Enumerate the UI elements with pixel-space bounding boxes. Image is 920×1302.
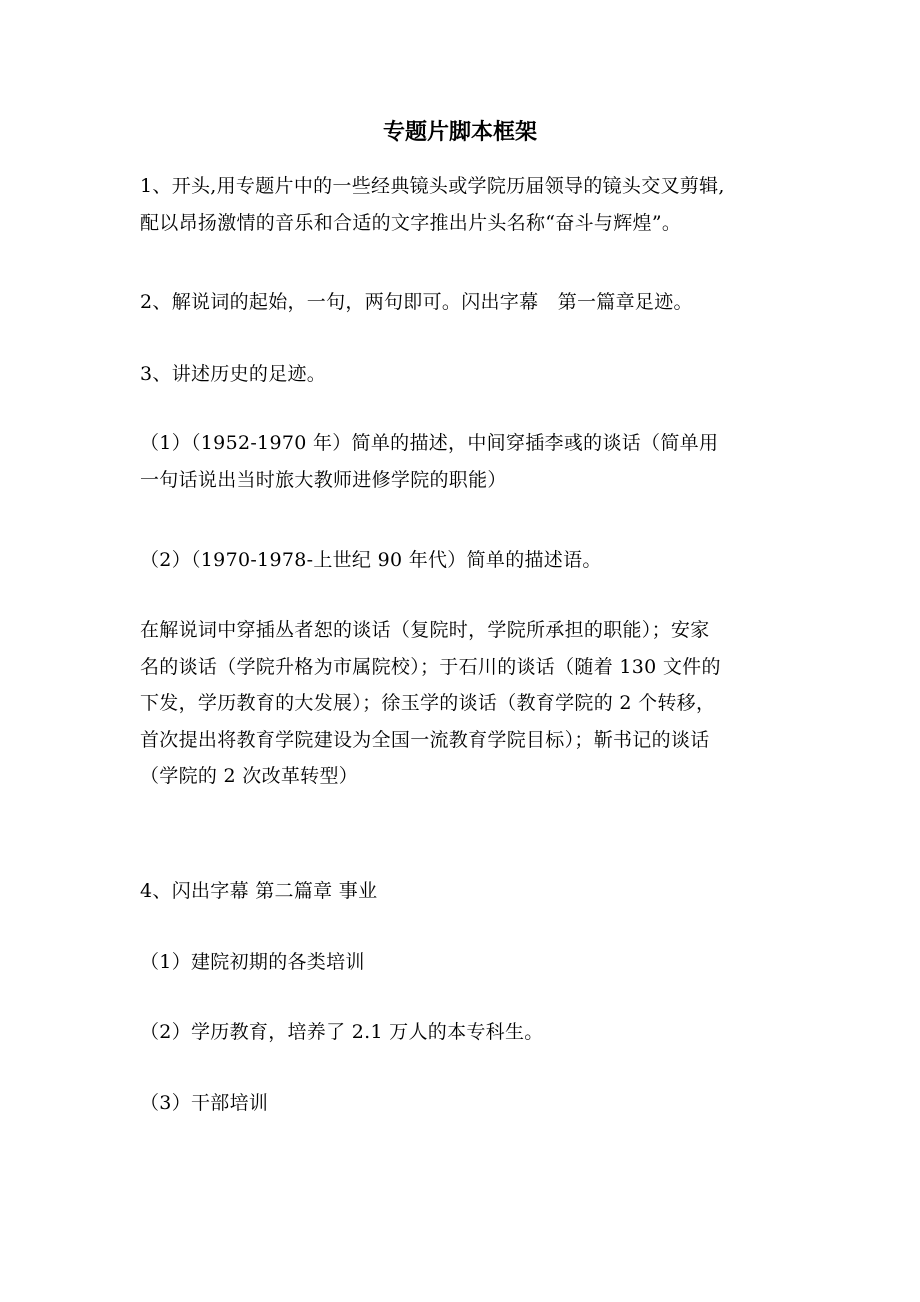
paragraph-line: 配以昂扬激情的音乐和合适的文字推出片头名称“奋斗与辉煌”。	[140, 211, 682, 234]
paragraph-history-part1	[140, 425, 790, 498]
paragraph-history	[140, 356, 790, 393]
paragraph-line: 3、讲述历史的足迹。	[140, 363, 327, 385]
paragraph-chapter-two	[140, 873, 790, 910]
paragraph-interviews	[140, 612, 790, 795]
paragraph-degree-education	[140, 1014, 790, 1051]
paragraph-cadre-training	[140, 1085, 790, 1122]
paragraph-history-part2	[140, 542, 790, 579]
paragraph-line: （学院的 2 次改革转型）	[140, 765, 359, 787]
paragraph-line: （3）干部培训	[140, 1092, 269, 1114]
paragraph-line: 2、解说词的起始，一句，两句即可。闪出字幕 第一篇章足迹。	[140, 291, 693, 313]
paragraph-line: 在解说词中穿插丛者恕的谈话（复院时，学院所承担的职能）；安家	[140, 619, 710, 641]
paragraph-line: 名的谈话（学院升格为市属院校）；于石川的谈话（随着 130 文件的	[140, 655, 721, 678]
paragraph-training	[140, 944, 790, 981]
paragraph-line: 4、闪出字幕 第二篇章 事业	[140, 880, 378, 902]
paragraph-line: （1）（1952-1970 年）简单的描述，中间穿插李彧的谈话（简单用	[140, 432, 719, 454]
paragraph-line: 下发，学历教育的大发展）；徐玉学的谈话（教育学院的 2 个转移，	[140, 692, 716, 714]
paragraph-line: 一句话说出当时旅大教师进修学院的职能）	[140, 468, 507, 491]
paragraph-opening	[140, 168, 790, 241]
document-title: 专题片脚本框架	[382, 120, 537, 145]
paragraph-line: （1）建院初期的各类培训	[140, 951, 365, 973]
paragraph-line: 1、开头,用专题片中的一些经典镜头或学院历届领导的镜头交叉剪辑,	[140, 175, 725, 197]
paragraph-line: （2）学历教育，培养了 2.1 万人的本专科生。	[140, 1021, 544, 1043]
paragraph-line: 首次提出将教育学院建设为全国一流教育学院目标）；靳书记的谈话	[140, 728, 710, 751]
paragraph-narration-start	[140, 284, 790, 321]
paragraph-line: （2）（1970-1978-上世纪 90 年代）简单的描述语。	[140, 549, 602, 571]
